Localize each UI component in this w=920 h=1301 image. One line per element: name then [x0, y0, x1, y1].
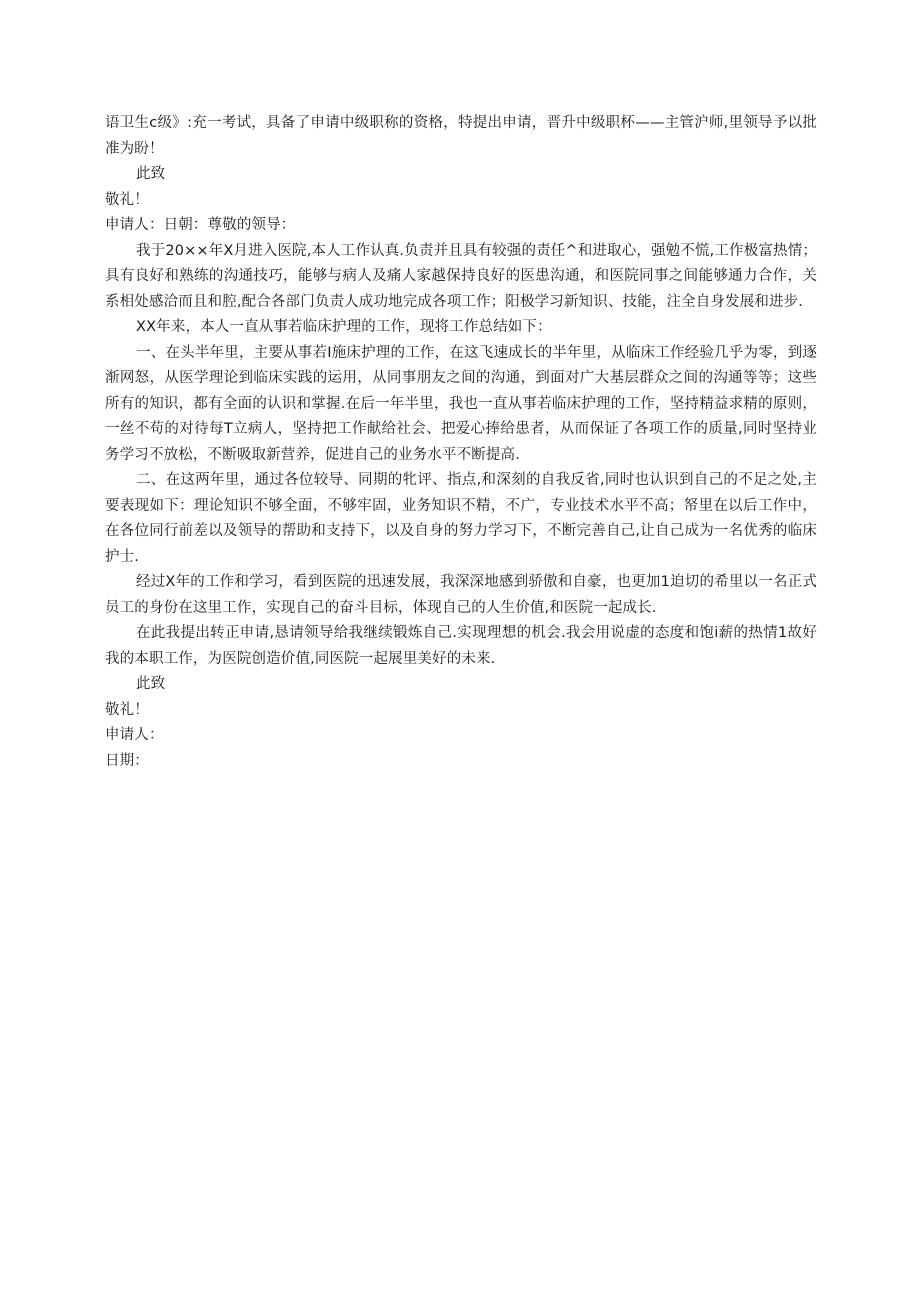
closing-cizhi: 此致	[136, 166, 166, 182]
paragraph-qualification-request: 语卫生c级》:充一考试，具备了申请中级职称的资格，特提出申请，晋升中级职杯——主管沪师,里领导予以批准为盼！	[105, 115, 817, 157]
closing-jingli-2: 敬礼！	[105, 701, 149, 718]
closing-cizhi-2: 此致	[136, 676, 166, 692]
paragraph-point-one: 一、在头半年里，主要从事若I施床护理的工作，在这飞速成长的半年里，从临床工作经验几乎为零，到逐渐网怒，从医学理论到临床实践的运用，从同事朋友之间的沟通，到面对广大基层群众之间的沟通等等；这些所有的知识，都有全面的认识和掌握.在后一年半里，我也一直从事若临床护理的工作，坚持精益求精的原则，一丝不苟的对待每T立病人，坚持把工作献给社会、把爱心捧给患者，从而保证了各项工作的质量,同时坚持业务学习不放松，不断吸取新营养，促进自己的业务水平不断提高.	[105, 344, 817, 463]
paragraph-introduction: 我于20××年X月进入医院,本人工作认真.负责并且具有较强的责任^和进取心，强勉不慌,工作极富热情；具有良好和熟练的沟通技巧，能够与病人及痛人家越保持良好的医患沟通，和医院同事之间能够通力合作，关系相处感洽而且和腔,配合各部门负责人成功地完成各项工作；阳极学习新知识、技能，注全自身发展和进步.	[105, 242, 817, 310]
document-body	[105, 111, 817, 774]
paragraph-request: 在此我提出转正申请,恳请领导给我继续锻炼自己.实现理想的机会.我会用说虚的态度和饱i薪的热情1故好我的本职工作，为医院创造价值,同医院一起展里美好的未来.	[105, 625, 817, 667]
paragraph-summary-lead: XX年来，本人一直从事若临床护理的工作，现将工作总结如下：	[136, 319, 552, 335]
date-label: 日期：	[105, 752, 149, 769]
paragraph-experience: 经过X年的工作和学习，看到医院的迅速发展，我深深地感到骄傲和自豪，也更加1迫切的希里以一名正式员工的身份在这里工作，实现自己的奋斗目标，体现自己的人生价值,和医院一起成长.	[105, 574, 817, 616]
applicant-date-salutation: 申请人：日朝：尊敬的领导：	[105, 217, 296, 233]
paragraph-point-two: 二、在这两年里，通过各位较导、同期的牝评、指点,和深刻的自我反省,同时也认识到自己的不足之处,主要表现如下：理论知识不够全面，不够牢固，业务知识不精，不广，专业技术水平不高；帑里在以后工作中，在各位同行前差以及领导的帮助和支持下，以及自身的努力学习下，不断完善自己,让自己成为一名优秀的临床护士.	[105, 472, 817, 565]
applicant-label: 申请人：	[105, 727, 164, 743]
closing-jingli: 敬礼！	[105, 191, 149, 208]
